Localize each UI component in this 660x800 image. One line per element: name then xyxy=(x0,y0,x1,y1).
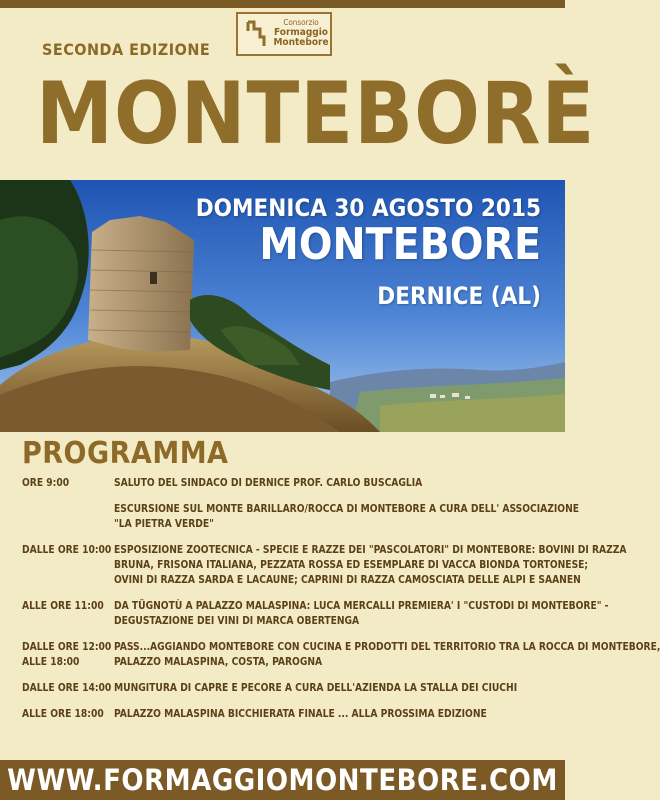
program-desc-line: MUNGITURA DI CAPRE E PECORE A CURA DELL'AZIENDA LA STALLA DEI CIUCHI xyxy=(114,683,518,694)
program-item xyxy=(22,707,554,722)
program-time xyxy=(22,707,114,722)
program-item xyxy=(22,476,554,491)
program-time xyxy=(22,543,114,558)
website-link[interactable]: WWW.FORMAGGIOMONTEBORE.COM xyxy=(7,763,558,797)
program-desc-line: OVINI DI RAZZA SARDA E LACAUNE; CAPRINI DI RAZZA CAMOSCIATA DELLE ALPI E SAANEN xyxy=(114,575,581,586)
consorzio-logo xyxy=(236,12,332,56)
program-desc xyxy=(114,599,609,629)
program-desc-line: BRUNA, FRISONA ITALIANA, PEZZATA ROSSA ED ESEMPLARE DI VACCA BIONDA TORTONESE; xyxy=(114,560,589,571)
program-desc-line: PALAZZO MALASPINA BICCHIERATA FINALE ... ALLA PROSSIMA EDIZIONE xyxy=(114,709,487,720)
program-time-line: ORE 9:00 xyxy=(22,478,70,489)
program-item xyxy=(22,543,627,588)
program-time xyxy=(22,599,114,614)
program-desc-line: DA TÜGNOTÙ A PALAZZO MALASPINA: LUCA MERCALLI PREMIERA' I "CUSTODI DI MONTEBORE" - xyxy=(114,601,609,612)
program-title: PROGRAMMA xyxy=(22,436,229,471)
top-band xyxy=(0,0,565,8)
program-desc-line: ESPOSIZIONE ZOOTECNICA - SPECIE E RAZZE DEI "PASCOLATORI" DI MONTEBORE: BOVINI DI RAZZA xyxy=(114,545,627,556)
program-desc xyxy=(114,640,660,670)
program-desc-line: PASS...AGGIANDO MONTEBORE CON CUCINA E PRODOTTI DEL TERRITORIO TRA LA ROCCA DI MONTEBORE, xyxy=(114,642,660,653)
montebore-cheese-logo-icon xyxy=(244,19,268,49)
program-time-line: DALLE ORE 10:00 xyxy=(22,545,112,556)
program-item xyxy=(22,502,580,532)
program-time-line: DALLE ORE 12:00 xyxy=(22,642,112,653)
event-location: DERNICE (AL) xyxy=(377,282,541,310)
program-desc xyxy=(114,681,554,696)
program-desc xyxy=(114,502,579,532)
event-date: DOMENICA 30 AGOSTO 2015 xyxy=(195,194,541,222)
logo-text xyxy=(272,18,330,48)
program-desc xyxy=(114,543,627,588)
program-time-line: ALLE 18:00 xyxy=(22,657,80,668)
logo-name-line1: Formaggio xyxy=(274,27,328,38)
program-desc-line: "LA PIETRA VERDE" xyxy=(114,519,214,530)
program-desc xyxy=(114,707,554,722)
program-item xyxy=(22,681,554,696)
edition-label: SECONDA EDIZIONE xyxy=(42,40,211,59)
program-time xyxy=(22,640,114,670)
program-time xyxy=(22,476,114,491)
program-desc xyxy=(114,476,554,491)
program-desc-line: ESCURSIONE SUL MONTE BARILLARO/ROCCA DI MONTEBORE A CURA DELL' ASSOCIAZIONE xyxy=(114,504,580,515)
program-item xyxy=(22,640,660,670)
program-item xyxy=(22,599,609,629)
program-desc-line: SALUTO DEL SINDACO DI DERNICE PROF. CARLO BUSCAGLIA xyxy=(114,478,423,489)
program-desc-line: PALAZZO MALASPINA, COSTA, PAROGNA xyxy=(114,657,323,668)
hero-title: MONTEBORÈ xyxy=(36,64,596,164)
program-time xyxy=(22,681,114,696)
program-time-line: ALLE ORE 18:00 xyxy=(22,709,104,720)
logo-name-line2: Montebore xyxy=(273,37,329,48)
logo-consorzio: Consorzio xyxy=(283,18,319,27)
program-list xyxy=(22,476,660,758)
program-desc-line: DEGUSTAZIONE DEI VINI DI MARCA OBERTENGA xyxy=(114,616,360,627)
program-time-line: ALLE ORE 11:00 xyxy=(22,601,104,612)
hero-title-wrap xyxy=(36,58,596,178)
event-place: MONTEBORE xyxy=(259,219,541,270)
program-time-line: DALLE ORE 14:00 xyxy=(22,683,112,694)
